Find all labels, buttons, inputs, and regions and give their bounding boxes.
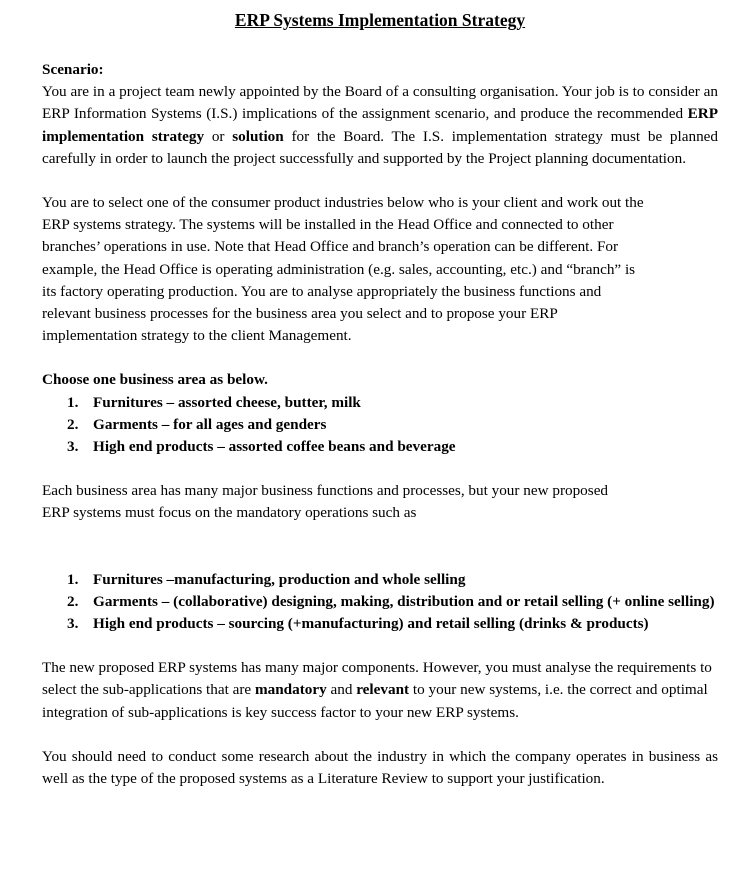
paragraph-line: example, the Head Office is operating administration (e.g. sales, accounting, etc.) and “branch” is: [42, 260, 636, 278]
list-text: High end products – sourcing (+manufacturing) and retail selling (drinks & products): [93, 615, 649, 633]
operations-intro-paragraph: [42, 480, 718, 524]
spacer: [42, 458, 718, 480]
list-item: [42, 414, 718, 436]
list-item: [42, 392, 718, 414]
list-text: Furnitures – assorted cheese, butter, milk: [93, 393, 361, 411]
components-paragraph: [42, 657, 718, 724]
scenario-paragraph: [42, 81, 718, 170]
list-text: Garments – for all ages and genders: [93, 415, 327, 433]
list-item: [42, 569, 718, 591]
business-area-list: [42, 392, 718, 459]
spacer: [42, 170, 718, 192]
list-number: 2.: [67, 592, 79, 610]
list-text: Furnitures –manufacturing, production and whole selling: [93, 570, 466, 588]
paragraph-line: its factory operating production. You are to analyse appropriately the business functions and: [42, 282, 602, 300]
components-text-1: The new proposed ERP systems has many major components. However, you must analyse the requirements to select the sub-applications that are: [42, 659, 712, 699]
list-number: 3.: [67, 615, 79, 633]
components-text-3: to your new systems, i.e. the correct and optimal integration of sub-applications is key success factor to your new ERP systems.: [42, 681, 708, 721]
scenario-heading: Scenario:: [42, 61, 104, 78]
paragraph-line: ERP systems strategy. The systems will be installed in the Head Office and connected to other: [42, 216, 614, 234]
choose-heading: Choose one business area as below.: [42, 371, 268, 389]
components-bold-1: mandatory: [254, 681, 327, 699]
paragraph-line: implementation strategy to the client Management.: [42, 327, 352, 345]
client-selection-paragraph: [42, 192, 718, 347]
paragraph-line: branches’ operations in use. Note that Head Office and branch’s operation can be different. For: [42, 238, 619, 256]
paragraph-line: relevant business processes for the business area you select and to propose your ERP: [42, 305, 558, 323]
list-text: Garments – (collaborative) designing, making, distribution and or retail selling (+ online selling): [93, 592, 715, 610]
list-item: [42, 591, 718, 613]
spacer: [42, 724, 718, 746]
spacer: [42, 635, 718, 657]
list-number: 2.: [67, 415, 79, 433]
list-number: 1.: [67, 570, 79, 588]
scenario-text-2: or: [204, 127, 233, 145]
research-paragraph: You should need to conduct some research about the industry in which the company operates in business as well as the type of the proposed systems as a Literature Review to support your justification.: [42, 747, 718, 788]
list-number: 3.: [67, 438, 79, 456]
list-number: 1.: [67, 393, 79, 411]
components-bold-2: relevant: [356, 681, 410, 699]
scenario-bold-1: ERP implementation strategy: [42, 105, 718, 145]
paragraph-line: You are to select one of the consumer product industries below who is your client and work out the: [42, 194, 644, 212]
spacer: [42, 525, 718, 569]
paragraph-line: ERP systems must focus on the mandatory operations such as: [42, 504, 417, 522]
components-text-2: and: [326, 681, 357, 699]
spacer: [42, 347, 718, 369]
scenario-text-3: for the Board. The I.S. implementation strategy must be planned carefully in order to launch the project successfully and supported by the Project planning documentation.: [42, 127, 719, 167]
list-item: [42, 436, 718, 458]
list-text: High end products – assorted coffee beans and beverage: [93, 438, 456, 456]
operations-list: [42, 569, 718, 636]
scenario-bold-2: solution: [232, 127, 284, 145]
document-title: ERP Systems Implementation Strategy: [234, 10, 526, 30]
scenario-text-1: You are in a project team newly appointed by the Board of a consulting organisation. Your job is to consider an ERP Information Systems (I.S.) implications of the assignment scenario, and produce the recommended: [42, 83, 718, 123]
paragraph-line: Each business area has many major business functions and processes, but your new proposed: [42, 482, 609, 500]
list-item: [42, 613, 718, 635]
